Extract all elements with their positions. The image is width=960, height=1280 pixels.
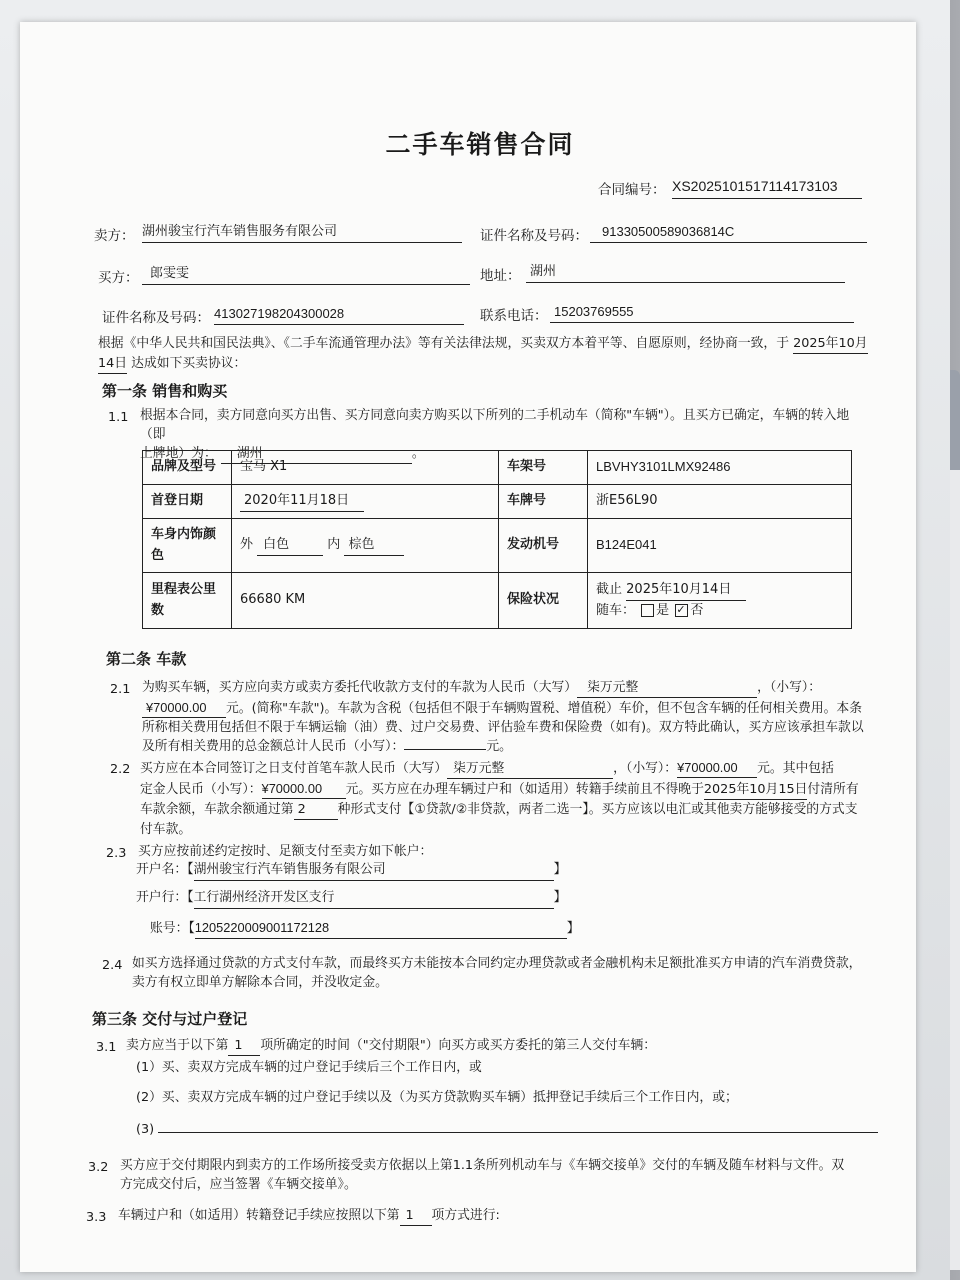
brand-label: 品牌及型号 — [143, 451, 232, 485]
clause-text: 如买方选择通过贷款的方式支付车款，而最终买方未能按本合同约定办理贷款或者金融机构未足额批准买方申请的汽车消费贷款， — [132, 956, 862, 971]
contract-no-label: 合同编号： — [598, 182, 666, 198]
balance-due-date: 2025年10月15日 — [704, 780, 808, 800]
price-figures: ¥70000.00 — [142, 698, 226, 718]
vehicle-info-table — [142, 450, 852, 629]
color-label: 车身内饰颜色 — [143, 519, 232, 573]
no-checkbox[interactable] — [675, 604, 688, 617]
clause-number: 2.2 — [110, 762, 131, 777]
ins-until-label: 截止 — [596, 581, 623, 597]
clause-text: 定金人民币（小写）： — [140, 782, 262, 797]
table-row — [143, 519, 852, 573]
seller-label: 卖方： — [94, 228, 135, 244]
first-payment-figures: ¥70000.00 — [677, 758, 757, 778]
delivery-choice: 1 — [228, 1036, 260, 1056]
vin-value: LBVHY3101LMX92486 — [588, 451, 852, 485]
phone-label: 联系电话： — [480, 308, 548, 324]
clause-text: 根据本合同，卖方同意向买方出售、买方同意向卖方购买以下所列的二手机动车（简称"车辆"）。且买方已确定，车辆的转入地（即 — [140, 408, 850, 442]
no-label: 否 — [690, 603, 704, 618]
option-3 — [136, 1118, 896, 1139]
bank-name: 工行湖州经济开发区支行 — [194, 888, 554, 909]
clause-3-1 — [126, 1036, 886, 1056]
brand-value: 宝马 X1 — [232, 451, 499, 485]
clause-text: 买方应于交付期限内到卖方的工作场所接受卖方依据以上第1.1条所列机动车与《车辆交接单》交付的车辆及随车材料与文件。双 — [120, 1158, 845, 1173]
clause-2-3: 买方应按前述约定按时、足额支付至卖方如下帐户： — [138, 844, 433, 859]
clause-text: 项方式进行: — [431, 1208, 500, 1223]
clause-text: 卖方应当于以下第 — [126, 1038, 229, 1053]
seller-id-label: 证件名称及号码： — [480, 228, 588, 244]
clause-text: 元。买方应在办理车辆过户和（如适用）转籍手续前且不得晚于 — [345, 782, 704, 797]
section-2-heading: 第二条 车款 — [106, 650, 187, 668]
clause-text: 上牌地）为： — [140, 446, 217, 461]
account-no: 1205220009001172128 — [195, 918, 567, 939]
bracket: 】 — [553, 862, 567, 877]
clause-text: 元。(简称"车款")。车款为含税（包括但不限于车辆购置税、增值税）车价，但不包含车辆的任何相关费用。本条 — [226, 701, 863, 716]
buyer-id: 413027198204300028 — [214, 304, 464, 325]
section-1-heading: 第一条 销售和购买 — [102, 382, 228, 400]
intro-day: 14日 — [98, 354, 127, 374]
account-no-row — [150, 918, 580, 939]
bank-label: 开户行：【 — [136, 890, 194, 905]
clause-2-2 — [140, 758, 880, 839]
account-name: 湖州骏宝行汽车销售服务有限公司 — [194, 860, 554, 881]
insurance-label: 保险状况 — [499, 573, 588, 629]
clause-number: 2.4 — [102, 958, 123, 973]
clause-text: 卖方有权立即单方解除本合同，并没收定金。 — [132, 975, 388, 990]
clause-number: 2.3 — [106, 846, 127, 861]
contract-no: XS2025101517114173103 — [672, 176, 862, 199]
buyer-name: 郎雯雯 — [142, 264, 470, 285]
inner-color: 棕色 — [344, 535, 404, 556]
reg-date-value: 2020年11月18日 — [240, 491, 364, 512]
price-words: 柒万元整 — [577, 678, 757, 698]
table-row — [143, 485, 852, 519]
clause-text: 付清所有 — [807, 782, 859, 797]
clause-text: 为购买车辆，买方应向卖方或卖方委托代收款方支付的车款为人民币（大写） — [142, 680, 578, 695]
page-title: 二手车销售合同 — [385, 130, 575, 159]
clause-text: 方完成交付后，应当签署《车辆交接单》。 — [120, 1177, 357, 1192]
clause-text: 车辆过户和（如适用）转籍登记手续应按照以下第 — [118, 1208, 400, 1223]
clause-3-3 — [118, 1206, 888, 1226]
address: 湖州 — [526, 262, 845, 283]
table-row — [143, 451, 852, 485]
account-no-label: 账号：【 — [150, 921, 195, 936]
buyer-id-label: 证件名称及号码： — [102, 310, 210, 326]
yes-label: 是 — [656, 603, 670, 618]
vin-label: 车架号 — [499, 451, 588, 485]
clause-text: 元。其中包括 — [757, 761, 834, 776]
deposit-figures: ¥70000.00 — [262, 779, 346, 799]
intro-paragraph — [98, 334, 868, 374]
engine-value: B124E041 — [588, 519, 852, 573]
clause-text: 种形式支付【①贷款/②非贷款，两者二选一】。买方应该以电汇或其他卖方能够接受的方式支 — [337, 802, 858, 817]
clause-text: 及所有相关费用的总金额总计人民币（小写）： — [142, 739, 405, 754]
clause-text: 项所确定的时间（"交付期限"）向买方或买方委托的第三人交付车辆： — [260, 1038, 657, 1053]
plate-label: 车牌号 — [499, 485, 588, 519]
clause-number: 1.1 — [108, 410, 129, 425]
clause-number: 2.1 — [110, 682, 131, 697]
buyer-label: 买方： — [98, 270, 139, 286]
clause-number: 3.1 — [96, 1040, 117, 1055]
clause-text: 所称相关费用包括但不限于车辆运输（油）费、过户交易费、评估验车费和保险费（如有)。双方特此确认，买方应该承担车款以 — [142, 720, 864, 735]
plate-value: 浙E56L90 — [588, 485, 852, 519]
intro-end: 达成如下买卖协议： — [131, 356, 247, 371]
transfer-choice: 1 — [400, 1206, 432, 1226]
bracket: 】 — [553, 890, 567, 905]
option-3-blank — [158, 1118, 878, 1133]
intro-date: 2025年10月 — [793, 334, 867, 354]
clause-number: 3.3 — [86, 1210, 107, 1225]
clause-text: 。 — [411, 446, 425, 461]
engine-label: 发动机号 — [499, 519, 588, 573]
register-place: 湖州 — [221, 444, 412, 464]
bracket: 】 — [566, 921, 580, 936]
section-3-heading: 第三条 交付与过户登记 — [92, 1010, 248, 1028]
clause-text: ，（小写）： — [613, 761, 678, 776]
table-row — [143, 573, 852, 629]
seller-name: 湖州骏宝行汽车销售服务有限公司 — [142, 222, 462, 243]
insurance-cell — [588, 573, 852, 629]
clause-text: (3) — [136, 1122, 155, 1137]
with-car-label: 随车： — [596, 603, 636, 618]
option-1: (1）买、卖双方完成车辆的过户登记手续后三个工作日内，或 — [136, 1060, 482, 1075]
clause-text: 元。 — [486, 739, 512, 754]
total-amount — [404, 749, 486, 750]
mileage-value: 66680 KM — [232, 573, 499, 629]
account-name-label: 开户名：【 — [136, 862, 194, 877]
option-2: (2）买、卖双方完成车辆的过户登记手续以及（为买方贷款购买车辆）抵押登记手续后三个工作日内，或； — [136, 1090, 738, 1105]
clause-text: 付车款。 — [140, 822, 192, 837]
phone: 15203769555 — [550, 302, 854, 323]
mileage-label: 里程表公里数 — [143, 573, 232, 629]
ins-until: 2025年10月14日 — [626, 580, 746, 601]
bank-row — [136, 888, 566, 909]
clause-text: 车款余额，车款余额通过第 — [140, 802, 294, 817]
outer-color: 白色 — [257, 535, 323, 556]
account-name-row — [136, 860, 566, 881]
seller-id: 91330500589036814C — [590, 222, 867, 243]
clause-3-2 — [120, 1156, 890, 1194]
clause-text: 买方应在本合同签订之日支付首笔车款人民币（大写） — [140, 761, 448, 776]
inner-label: 内 — [327, 536, 341, 552]
address-label: 地址： — [480, 268, 521, 284]
yes-checkbox[interactable] — [641, 604, 654, 617]
clause-2-1 — [142, 678, 877, 756]
outer-label: 外 — [240, 536, 254, 552]
clause-2-4 — [132, 954, 892, 992]
reg-date-label: 首登日期 — [143, 485, 232, 519]
clause-number: 3.2 — [88, 1160, 109, 1175]
clause-text: ，（小写）： — [757, 680, 822, 695]
contract-page — [20, 22, 916, 1272]
first-payment-words: 柒万元整 — [447, 759, 613, 779]
reg-date-cell — [232, 485, 499, 519]
intro-text: 根据《中华人民共和国民法典》、《二手车流通管理办法》等有关法律法规，买卖双方本着平等、自愿原则，经协商一致，于 — [98, 336, 790, 351]
color-cell — [232, 519, 499, 573]
payment-method-choice: 2 — [294, 800, 338, 820]
